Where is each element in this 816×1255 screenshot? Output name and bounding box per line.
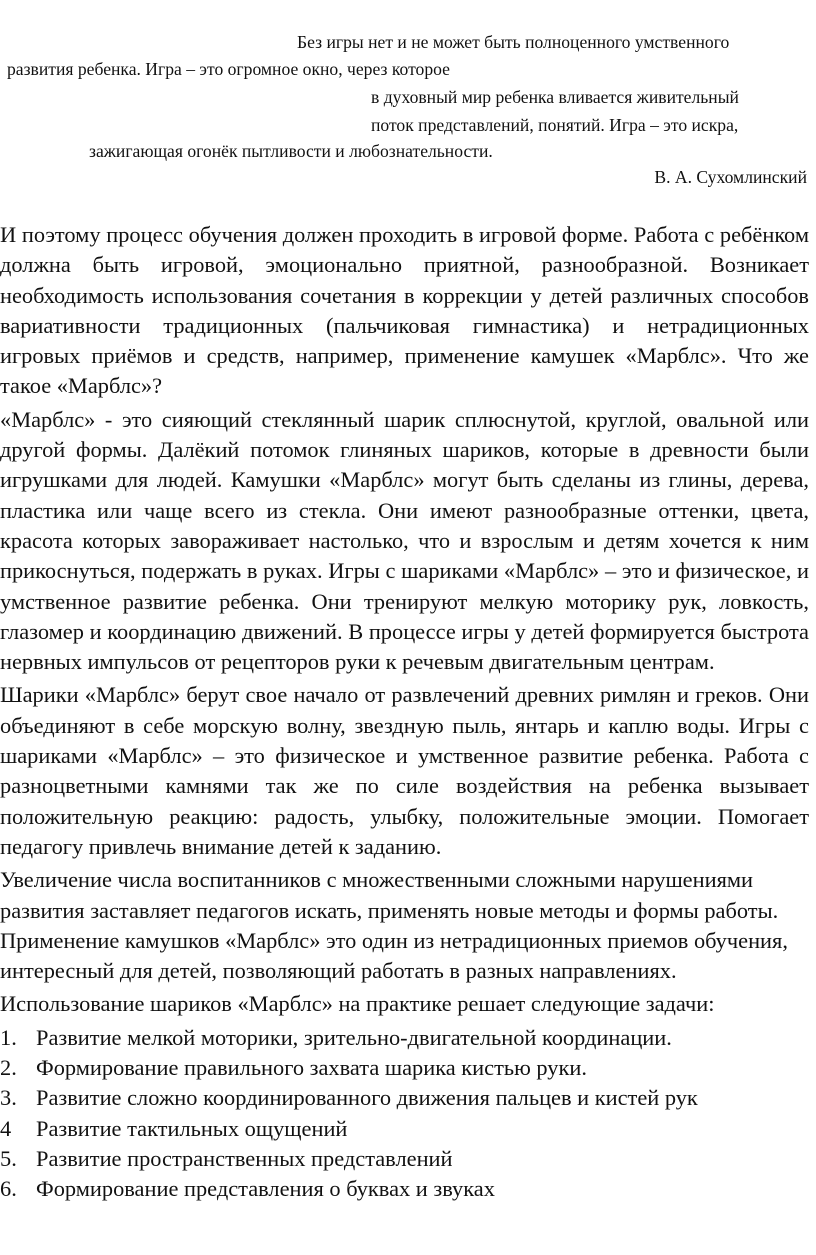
list-item-text: Формирование правильного захвата шарика кистью руки.: [36, 1055, 587, 1081]
list-item: [0, 1083, 809, 1113]
list-item-number: 2.: [0, 1055, 17, 1081]
epigraph-line: в духовный мир ребенка вливается живительный: [371, 87, 739, 107]
list-item-text: Развитие мелкой моторики, зрительно-двигательной координации.: [36, 1024, 672, 1050]
list-item-text: Развитие сложно координированного движения пальцев и кистей рук: [36, 1085, 698, 1111]
epigraph-line: зажигающая огонёк пытливости и любознательности.: [89, 141, 493, 161]
epigraph-line: поток представлений, понятий. Игра – это искра,: [371, 115, 739, 135]
list-item-number: 4: [0, 1115, 12, 1141]
paragraph-methods: Увеличение числа воспитанников с множественными сложными нарушениями развития заставляет педагогов искать, применять новые методы и формы работы. Применение камушков «Марблс» это один из нетрадиционных приемов обучения, интересный для детей, позволяющий работать в разных направлениях.: [0, 867, 788, 984]
epigraph-line: Без игры нет и не может быть полноценного умственного: [297, 32, 730, 52]
list-item: [0, 1114, 809, 1144]
task-list: [0, 1023, 809, 1205]
epigraph-author: В. А. Сухомлинский: [654, 167, 807, 187]
paragraph-tasks-intro: Использование шариков «Марблс» на практике решает следующие задачи:: [0, 991, 715, 1017]
list-item-text: Развитие тактильных ощущений: [36, 1115, 348, 1141]
paragraph-marbles-history: Шарики «Марблс» берут свое начало от развлечений древних римлян и греков. Они объединяют в себе морскую волну, звездную пыль, янтарь и каплю воды. Игры с шариками «Марблс» – это физическое и умственное развитие ребенка. Работа с разноцветными камнями так же по силе воздействия на ребенка вызывает положительную реакцию: радость, улыбку, положительные эмоции. Помогает педагогу привлечь внимание детей к заданию.: [0, 682, 809, 859]
list-item: [0, 1174, 809, 1204]
main-text: [0, 220, 809, 1205]
paragraph-intro: И поэтому процесс обучения должен проходить в игровой форме. Работа с ребёнком должна быть игровой, эмоционально приятной, разнообразной. Возникает необходимость использования сочетания в коррекции у детей различных способов вариативности традиционных (пальчиковая гимнастика) и нетрадиционных игровых приёмов и средств, например, применение камушек «Марблс». Что же такое «Марблс»?: [0, 222, 809, 399]
list-item-text: Развитие пространственных представлений: [36, 1145, 453, 1171]
list-item-text: Формирование представления о буквах и звуках: [36, 1176, 495, 1202]
list-item-number: 6.: [0, 1176, 17, 1202]
list-item-number: 5.: [0, 1145, 17, 1171]
paragraph-marbles-definition: «Марблс» - это сияющий стеклянный шарик сплюснутой, круглой, овальной или другой формы. Далёкий потомок глиняных шариков, которые в древности были игрушками для людей. Камушки «Марблс» могут быть сделаны из глины, дерева, пластика или чаще всего из стекла. Они имеют разнообразные оттенки, цвета, красота которых завораживает настолько, что и взрослым и детям хочется к ним прикоснуться, подержать в руках. Игры с шариками «Марблс» – это и физическое, и умственное развитие ребенка. Они тренируют мелкую моторику рук, ловкость, глазомер и координацию движений. В процессе игры у детей формируется быстрота нервных импульсов от рецепторов руки к речевым двигательным центрам.: [0, 406, 809, 675]
list-item: [0, 1053, 809, 1083]
list-item-number: 3.: [0, 1085, 17, 1111]
list-item: [0, 1144, 809, 1174]
epigraph-line: развития ребенка. Игра – это огромное окно, через которое: [7, 59, 450, 79]
list-item-number: 1.: [0, 1024, 17, 1050]
list-item: [0, 1023, 809, 1053]
